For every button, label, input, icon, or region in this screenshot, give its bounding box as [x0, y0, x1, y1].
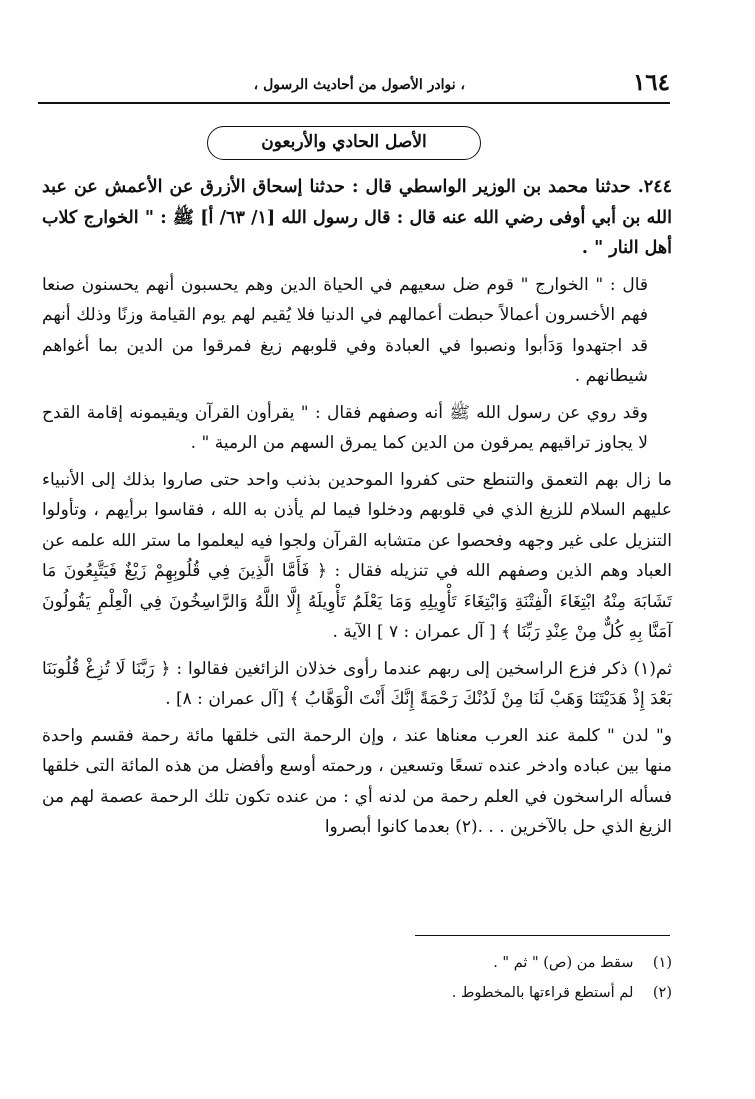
running-title: ، نوادر الأصول من أحاديث الرسول ، [253, 77, 465, 93]
footnote [42, 978, 672, 1008]
footnote-mark: (٢) [652, 985, 672, 1001]
page-number: ١٦٤ [632, 69, 670, 96]
paragraph: ما زال بهم التعمق والتنطع حتى كفروا الموحدين بذنب واحد حتى صاروا بذلك إلى الأنبياء عليهم السلام للزيغ الذي في قلوبهم ودخلوا فيما لم يأذن به الله ، فقاسوا برأيهم ، وتأولوا التنزيل على غير وجهه وفحصوا عن متشابه القرآن ولجوا فيه ليعلموا ما ستر الله علمه عن العباد وهم الذين وصفهم الله في تنزيله فقال : ﴿ فَأَمَّا الَّذِينَ فِي قُلُوبِهِمْ زَيْغٌ فَيَتَّبِعُونَ مَا تَشَابَهَ مِنْهُ ابْتِغَاءَ الْفِتْنَةِ وَابْتِغَاءَ تَأْوِيلِهِ وَمَا يَعْلَمُ تَأْوِيلَهُ إِلَّا اللَّهُ وَالرَّاسِخُونَ فِي الْعِلْمِ يَقُولُونَ آمَنَّا بِهِ كُلٌّ مِنْ عِنْدِ رَبِّنَا ﴾ [ آل عمران : ٧ ] الآية . [42, 469, 672, 642]
footnote [42, 948, 672, 978]
footnote-text: لم أستطع قراءتها بالمخطوط . [451, 985, 634, 1001]
paragraph: و" لدن " كلمة عند العرب معناها عند ، وإن الرحمة التى خلقها مائة رحمة فقسم واحدة منها بين عباده وادخر عنده تسعًا وتسعين ، ورحمته أوسع وأفضل من هذه المائة التى خلقها فسأله الراسخون في العلم رحمة من لدنه أي : من عنده تكون تلك الرحمة عصمة لهم من الزيغ الذي حل بالآخرين . . .(٢) بعدما كانوا أبصروا [42, 725, 672, 837]
paragraph: قال : " الخوارج " قوم ضل سعيهم في الحياة الدين وهم يحسبون أنهم يحسنون صنعا فهم الأخسرون أعمالاً حبطت أعمالهم في الدنيا فلا يُقيم لهم يوم القيامة وزنًا وذلك أنهم قد اجتهدوا وَدَأبوا ونصبوا في العبادة وفي قلوبهم زيغ فمرقوا من الدين بما أغواهم شيطانهم . [42, 274, 648, 386]
chapter-title: الأصل الحادي والأربعون [207, 126, 481, 160]
paragraph: ثم(١) ذكر فزع الراسخين إلى ربهم عندما رأوى خذلان الزائغين فقالوا : ﴿ رَبَّنَا لَا تُزِغْ قُلُوبَنَا بَعْدَ إِذْ هَدَيْتَنَا وَهَبْ لَنَا مِنْ لَدُنْكَ رَحْمَةً إِنَّكَ أَنْتَ الْوَهَّابُ ﴾ [آل عمران : ٨] . [42, 658, 672, 709]
footnote-divider [415, 935, 670, 936]
paragraph: وقد روي عن رسول الله ﷺ أنه وصفهم فقال : " يقرأون القرآن ويقيمونه إقامة القدح لا يجاوز تراقيهم يمرقون من الدين كما يمرق السهم من الرمية " . [42, 402, 648, 453]
page-header [38, 68, 670, 104]
paragraph-hadith: ٢٤٤. حدثنا محمد بن الوزير الواسطي قال : حدثنا إسحاق الأزرق عن الأعمش عن عبد الله بن أبي أوفى رضي الله عنه قال : قال رسول الله [١/ ٦٣/ أ] ﷺ : " الخوارج كلاب أهل النار " . [42, 177, 672, 258]
footnotes [42, 948, 672, 1008]
main-text [42, 172, 672, 849]
footnote-text: سقط من (ص) " ثم " . [493, 955, 634, 971]
footnote-mark: (١) [652, 955, 672, 971]
